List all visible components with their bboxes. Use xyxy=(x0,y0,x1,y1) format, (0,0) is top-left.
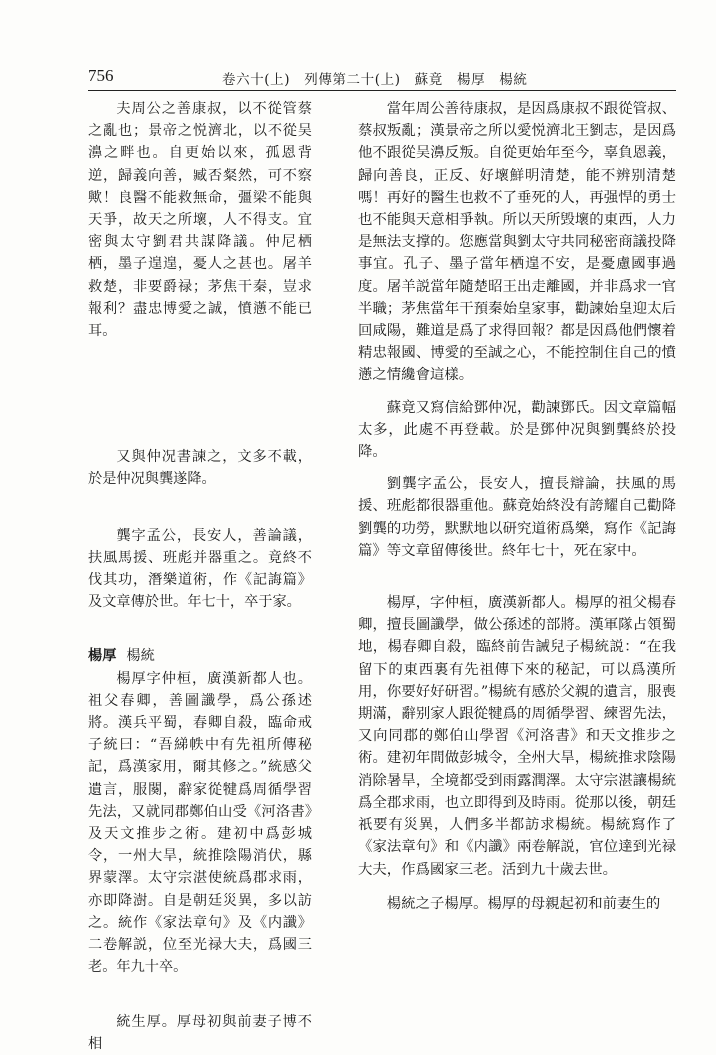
translation-paragraph-5: 楊統之子楊厚。楊厚的母親起初和前妻生的 xyxy=(386,895,661,912)
page-number: 756 xyxy=(88,66,114,85)
classical-paragraph-2: 又與仲况書諫之，文多不載，於是仲况與龔遂降。 xyxy=(88,449,312,488)
translation-paragraph-3: 劉龔字孟公，長安人，擅長辯論，扶風的馬援、班彪都很器重他。蘇竟始終没有誇耀自己勸降劉龔的功勞，默默地以研究道術爲樂，寫作《記誨篇》等文章留傳後世。終年七十，死在家中。 xyxy=(358,476,676,559)
page-header xyxy=(88,64,676,91)
translation-paragraph-1: 當年周公善待康叔，是因爲康叔不跟從管叔、蔡叔叛亂；漢景帝之所以愛悦濟北王劉志，是因爲他不跟從吴濞反叛。自從更始年至今，辜負恩義，歸向善良，正反、好壞鮮明清楚，能不辨别清楚嗎！再好的醫生也救不了垂死的人，再强悍的勇士也不能與天意相爭執。所以天所毁壞的東西，人力是無法支撑的。您應當與劉太守共同秘密商議投降事宜。孔子、墨子當年栖遑不安，是憂慮國事過度。屠羊説當年隨楚昭王出走離國，并非爲求一官半職；茅焦當年干預秦始皇家事，勸諫始皇迎太后回咸陽，難道是爲了求得回報？都是因爲他們懷着精忠報國、博愛的至誠之心，不能控制住自己的憤懣之情纔會這樣。 xyxy=(358,101,676,384)
classical-paragraph-1: 夫周公之善康叔，以不從管蔡之亂也；景帝之悦濟北，以不從吴濞之畔也。自更始以來，孤恩背逆，歸義向善，臧否粲然，可不察歟！良醫不能救無命，彊梁不能與天爭，故天之所壞，人不得支。宜密與太守劉君共謀降議。仲尼栖栖，墨子遑遑，憂人之甚也。屠羊救楚，非要爵禄；茅焦干秦，豈求報利？盡忠博愛之誠，憤懣不能已耳。 xyxy=(88,101,312,340)
classical-paragraph-4: 楊厚字仲桓，廣漢新都人也。祖父春卿，善圖讖學，爲公孫述將。漢兵平蜀，春卿自殺，臨命戒子統曰：“吾綈帙中有先祖所傳秘記，爲漢家用，爾其修之。”統感父遺言，服闋，辭家從犍爲周循學習先法，又就同郡鄭伯山受《河洛書》及天文推步之術。建初中爲彭城令，一州大旱，統推陰陽消伏，縣界蒙澤。太守宗湛使統爲郡求雨，亦即降澍。自是朝廷災異，多以訪之。統作《家法章句》及《内讖》二卷解説，位至光禄大夫，爲國三老。年九十卒。 xyxy=(88,670,312,976)
section-title-sub: 楊統 xyxy=(126,648,155,665)
translation-column xyxy=(358,98,676,915)
translation-paragraph-2: 蘇竟又寫信給鄧仲况，勸諫鄧氏。因文章篇幅太多，此處不再登載。於是鄧仲况與劉龔終於投降。 xyxy=(358,399,676,461)
running-head: 卷六十(上) 列傳第二十(上) 蘇竟 楊厚 楊統 xyxy=(222,72,528,88)
classical-paragraph-5: 統生厚。厚母初與前妻子博不相 xyxy=(88,1013,312,1052)
translation-paragraph-4: 楊厚，字仲桓，廣漢新都人。楊厚的祖父楊春卿，擅長圖讖學，做公孫述的部將。漢軍隊占領蜀地，楊春卿自殺，臨終前告誡兒子楊統説：“在我留下的東西裏有先祖傳下來的秘記，可以爲漢所用，你要好好研習。”楊統有感於父親的遺言，服喪期滿，辭别家人跟從犍爲的周循學習、練習先法，又向同郡的鄭伯山學習《河洛書》和天文推步之術。建初年間做彭城令，全州大旱，楊統推求陰陽消除暑旱，全境都受到雨露潤澤。太守宗湛讓楊統爲全郡求雨，也立即得到及時雨。從那以後，朝廷祇要有災異，人們多半都訪求楊統。楊統寫作了《家法章句》和《内讖》兩卷解説，官位達到光禄大夫，作爲國家三老。活到九十歲去世。 xyxy=(358,595,676,878)
classical-paragraph-3: 龔字孟公，長安人，善論議，扶風馬援、班彪并器重之。竟終不伐其功，潛樂道術，作《記誨篇》及文章傳於世。年七十，卒于家。 xyxy=(88,527,312,611)
section-title-main: 楊厚 xyxy=(88,648,117,665)
section-title xyxy=(88,645,312,667)
classical-text-column xyxy=(88,98,312,1055)
